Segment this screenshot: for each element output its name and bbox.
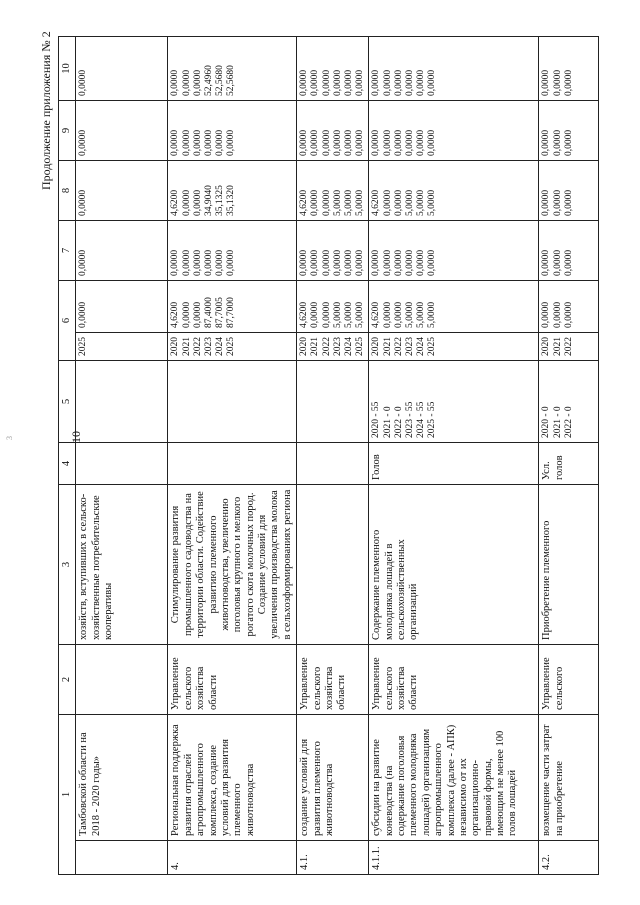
row-indicator xyxy=(168,361,297,443)
colnum-10: 10 xyxy=(59,37,76,101)
row-regional: 4,6200 0,0000 0,0000 34,9040 35,1325 35,1320 xyxy=(168,161,297,221)
colnum-9: 9 xyxy=(59,101,76,161)
row-regional: 4,6200 0,0000 0,0000 5,0000 5,0000 5,0000 xyxy=(297,161,369,221)
table-row xyxy=(539,37,599,875)
row-years: 2020 2021 2022 2023 2024 2025 xyxy=(168,333,297,361)
row-federal: 0,0000 0,0000 0,0000 0,0000 0,0000 0,0000 xyxy=(297,221,369,281)
colnum-3: 3 xyxy=(59,485,76,645)
row-id: 4.1.1. xyxy=(369,841,539,875)
row-executor: Управление сельского xyxy=(539,645,599,715)
row-result: хозяйств, вступивших в сельско-хозяйственные потребительские кооперативы xyxy=(76,485,168,645)
program-table xyxy=(58,36,599,875)
stray-mark: 3 xyxy=(5,435,14,440)
row-id xyxy=(76,841,168,875)
row-local: 0,0000 xyxy=(76,101,168,161)
row-regional: 0,0000 xyxy=(76,161,168,221)
row-other: 0,0000 0,0000 0,0000 52,4960 52,5680 52,5680 xyxy=(168,37,297,101)
row-years: 2020 2021 2022 2023 2024 2025 xyxy=(297,333,369,361)
row-result: Стимулирование развития промышленного садоводства на территории области. Содействие развитию племенного животноводства, увеличению поголовья крупного и мелкого рогатого скота молочных пород. Создание условий для увеличения производства молока в сельхозформированиях региона xyxy=(168,485,297,645)
row-other: 0,0000 0,0000 0,0000 0,0000 0,0000 0,0000 xyxy=(297,37,369,101)
row-years: 2020 2021 2022 xyxy=(539,333,599,361)
row-other: 0,0000 0,0000 0,0000 xyxy=(539,37,599,101)
row-total: 0,0000 0,0000 0,0000 xyxy=(539,281,599,333)
row-executor xyxy=(76,645,168,715)
table-row xyxy=(76,37,168,875)
row-federal: 0,0000 xyxy=(76,221,168,281)
row-other: 0,0000 0,0000 0,0000 0,0000 0,0000 0,0000 xyxy=(369,37,539,101)
page-number: 10 xyxy=(69,431,83,443)
row-measure: Региональная поддержка развития отраслей агропромышленного комплекса, создание условий для развития племенного животноводства xyxy=(168,715,297,841)
row-total: 4,6200 0,0000 0,0000 87,4000 87,7005 87,7000 xyxy=(168,281,297,333)
colnum-2: 2 xyxy=(59,645,76,715)
row-total: 4,6200 0,0000 0,0000 5,0000 5,0000 5,0000 xyxy=(297,281,369,333)
row-unit: Голов xyxy=(369,443,539,485)
row-federal: 0,0000 0,0000 0,0000 0,0000 0,0000 0,0000 xyxy=(369,221,539,281)
row-other: 0,0000 xyxy=(76,37,168,101)
colnum-8: 8 xyxy=(59,161,76,221)
row-executor: Управление сельского хозяйства области xyxy=(297,645,369,715)
row-id: 4.1. xyxy=(297,841,369,875)
row-unit: Усл. голов xyxy=(539,443,599,485)
row-result xyxy=(297,485,369,645)
table-row xyxy=(168,37,297,875)
colnum-5: 5 xyxy=(59,361,76,443)
row-indicator: 2020 - 55 2021 - 0 2022 - 0 2023 - 55 2024 - 55 2025 - 55 xyxy=(369,361,539,443)
row-local: 0,0000 0,0000 0,0000 0,0000 0,0000 0,0000 xyxy=(297,101,369,161)
row-federal: 0,0000 0,0000 0,0000 0,0000 0,0000 0,0000 xyxy=(168,221,297,281)
column-number-row xyxy=(59,37,76,875)
row-indicator xyxy=(76,361,168,443)
row-measure: субсидии на развитие коневодства (на содержание поголовья племенного молодняка лошадей) организациям агропромышленного комплекса (далее - АПК) независимо от их организационно-правовой формы, имеющим не менее 100 голов лошадей xyxy=(369,715,539,841)
row-measure: возмещение части затрат на приобретение xyxy=(539,715,599,841)
row-local: 0,0000 0,0000 0,0000 0,0000 0,0000 0,0000 xyxy=(369,101,539,161)
colnum-1: 1 xyxy=(59,715,76,875)
row-local: 0,0000 0,0000 0,0000 0,0000 0,0000 0,0000 xyxy=(168,101,297,161)
colnum-7: 7 xyxy=(59,221,76,281)
row-indicator xyxy=(297,361,369,443)
row-id: 4.2. xyxy=(539,841,599,875)
row-executor: Управление сельского хозяйства области xyxy=(168,645,297,715)
row-total: 0,0000 xyxy=(76,281,168,333)
row-executor: Управление сельского хозяйства области xyxy=(369,645,539,715)
row-federal: 0,0000 0,0000 0,0000 xyxy=(539,221,599,281)
row-total: 4,6200 0,0000 0,0000 5,0000 5,0000 5,0000 xyxy=(369,281,539,333)
table-row xyxy=(369,37,539,875)
row-unit xyxy=(76,443,168,485)
row-indicator: 2020 - 0 2021 - 0 2022 - 0 xyxy=(539,361,599,443)
table-row xyxy=(297,37,369,875)
row-local: 0,0000 0,0000 0,0000 xyxy=(539,101,599,161)
row-unit xyxy=(168,443,297,485)
row-measure: Тамбовской области на 2018 - 2020 годы» xyxy=(76,715,168,841)
row-measure: создание условий для развития племенного животноводства xyxy=(297,715,369,841)
row-result: Содержание племенного молодняка лошадей в сельскохозяйственных организаций xyxy=(369,485,539,645)
row-regional: 0,0000 0,0000 0,0000 xyxy=(539,161,599,221)
row-result: Приобретение племенного xyxy=(539,485,599,645)
colnum-4: 4 xyxy=(59,443,76,485)
header-note: Продолжение приложения № 2 xyxy=(39,31,53,190)
row-unit xyxy=(297,443,369,485)
colnum-6: 6 xyxy=(59,281,76,361)
row-years: 2020 2021 2022 2023 2024 2025 xyxy=(369,333,539,361)
row-years: 2025 xyxy=(76,333,168,361)
row-id: 4. xyxy=(168,841,297,875)
row-regional: 4,6200 0,0000 0,0000 5,0000 5,0000 5,0000 xyxy=(369,161,539,221)
